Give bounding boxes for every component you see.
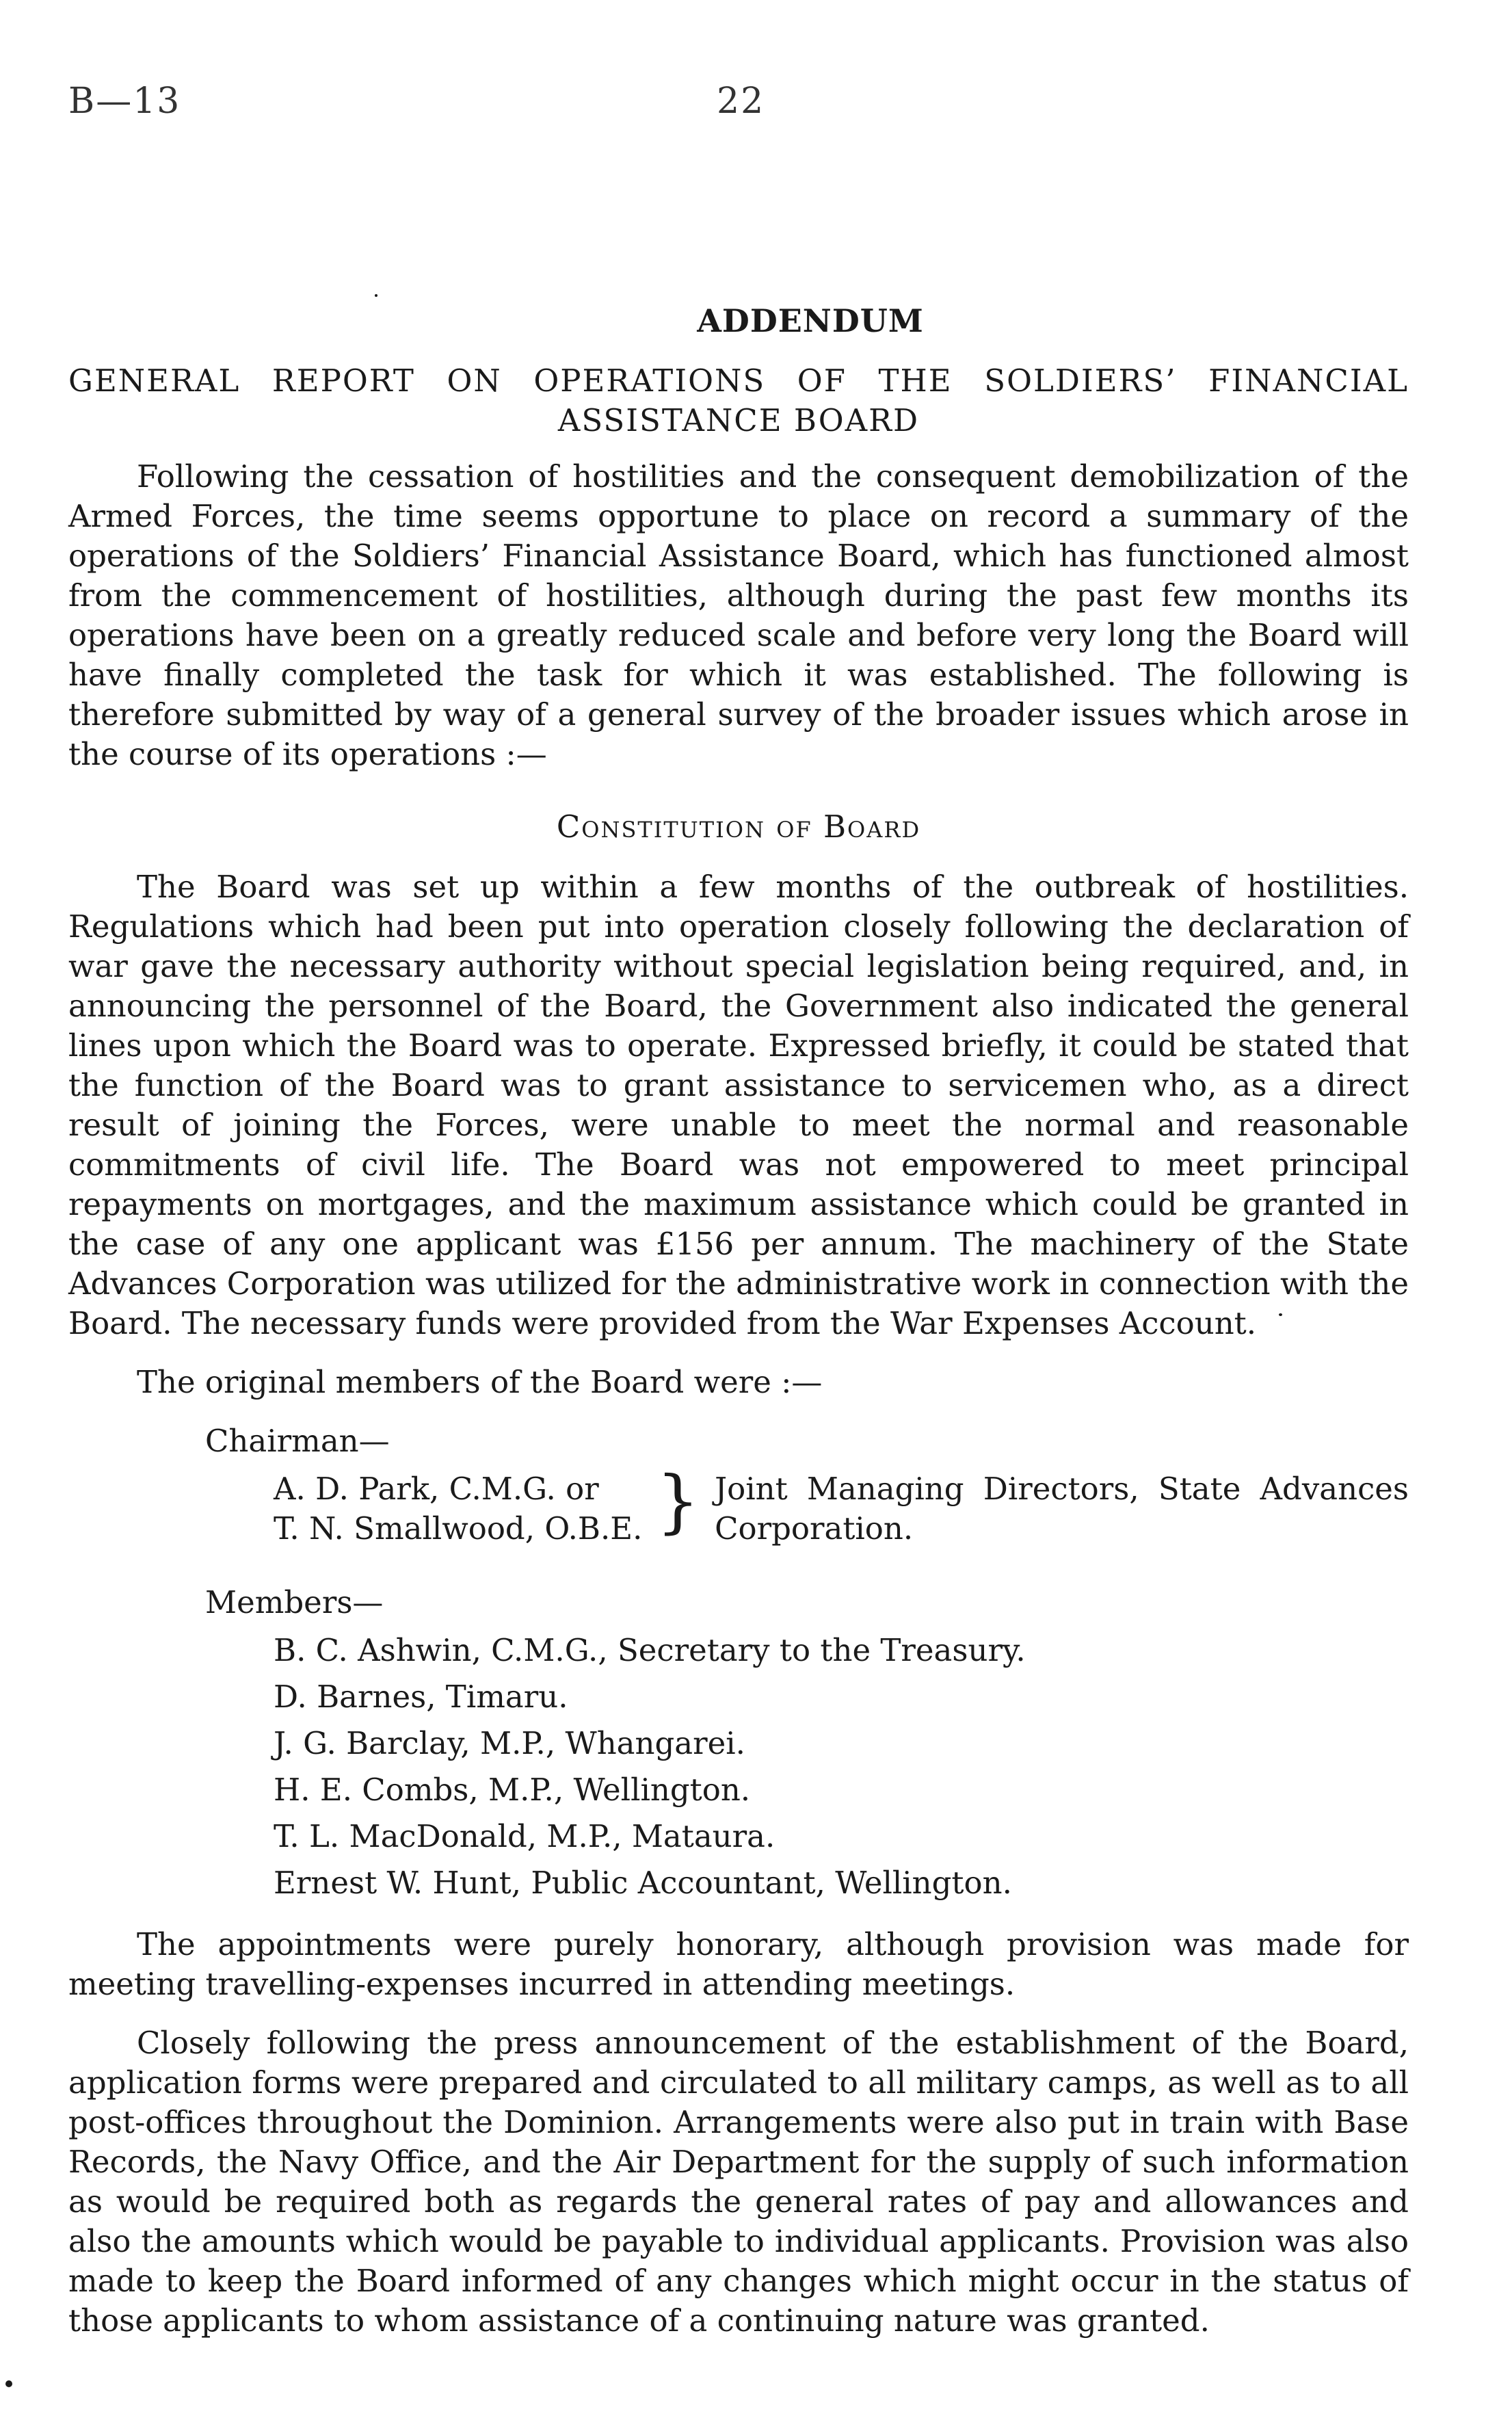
chairman-description-line-1: Joint Managing Directors, State Advances bbox=[715, 1471, 1409, 1507]
report-subtitle bbox=[68, 361, 1409, 441]
chairman-names bbox=[274, 1469, 642, 1549]
list-item: Ernest W. Hunt, Public Accountant, Wellington. bbox=[274, 1865, 1012, 1901]
chairman-description-line-2: Corporation. bbox=[715, 1510, 914, 1547]
report-subtitle-line-1: GENERAL REPORT ON OPERATIONS OF THE SOLDIERS’ FINANCIAL bbox=[68, 363, 1409, 399]
chairman-block bbox=[274, 1461, 1409, 1549]
page-number: 22 bbox=[717, 81, 765, 122]
list-item: J. G. Barclay, M.P., Whangarei. bbox=[274, 1725, 745, 1761]
chairman-name: A. D. Park, C.M.G. or bbox=[274, 1471, 599, 1507]
scan-speck bbox=[375, 294, 377, 297]
report-subtitle-line-2: ASSISTANCE BOARD bbox=[557, 402, 920, 438]
page-body bbox=[68, 301, 1409, 2360]
section-heading: Constitution of Board bbox=[556, 809, 921, 845]
members-intro: The original members of the Board were :— bbox=[137, 1364, 823, 1400]
chairman-label: Chairman— bbox=[205, 1423, 390, 1459]
constitution-paragraph: The Board was set up within a few months of the outbreak of hostilities. Regulations which had been put into operation closely following the declaration of war gave the necessary authority without special legislation being required, and, in announcing the personnel of the Board, the Government also indicated the general lines upon which the Board was to operate. Expressed briefly, it could be stated that the function of the Board was to grant assistance to servicemen who, as a direct result of joining the Forces, were unable to meet the normal and reasonable commitments of civil life. The Board was not empowered to meet principal repayments on mortgages, and the maximum assistance which could be granted in the case of any one applicant was £156 per annum. The machinery of the State Advances Corporation was utilized for the administrative work in connection with the Board. The necessary funds were provided from the War Expenses Account. bbox=[68, 869, 1409, 1341]
chairman-description bbox=[715, 1469, 1409, 1549]
scan-speck bbox=[5, 2380, 12, 2387]
application-forms-paragraph: Closely following the press announcement of the establishment of the Board, application forms were prepared and circulated to all military camps, as well as to all post-offices throughout the Dominion. Arrangements were also put in train with Base Records, the Navy Office, and the Air Department for the supply of such information as would be required both as regards the general rates of pay and allowances and also the amounts which would be payable to individual applicants. Provision was also made to keep the Board informed of any changes which might occur in the status of those applicants to whom assistance of a continuing nature was granted. bbox=[68, 2025, 1409, 2339]
appointments-paragraph: The appointments were purely honorary, although provision was made for meeting travelling-expenses incurred in attending meetings. bbox=[68, 1926, 1409, 2002]
brace-glyph: } bbox=[656, 1461, 700, 1541]
list-item: D. Barnes, Timaru. bbox=[274, 1679, 568, 1715]
members-list bbox=[274, 1631, 1409, 1903]
document-reference: B—13 bbox=[68, 81, 181, 122]
addendum-title: ADDENDUM bbox=[697, 302, 924, 339]
list-item: H. E. Combs, M.P., Wellington. bbox=[274, 1772, 751, 1808]
chairman-name: T. N. Smallwood, O.B.E. bbox=[274, 1510, 643, 1547]
list-item: B. C. Ashwin, C.M.G., Secretary to the Treasury. bbox=[274, 1632, 1026, 1668]
intro-paragraph: Following the cessation of hostilities and the consequent demobilization of the Armed Forces, the time seems opportune to place on record a summary of the operations of the Soldiers’ Financial Assistance Board, which has functioned almost from the commencement of hostilities, although during the past few months its operations have been on a greatly reduced scale and before very long the Board will have finally completed the task for which it was established. The following is therefore submitted by way of a general survey of the broader issues which arose in the course of its operations :— bbox=[68, 458, 1409, 772]
list-item: T. L. MacDonald, M.P., Mataura. bbox=[274, 1818, 775, 1854]
members-label: Members— bbox=[205, 1584, 384, 1620]
scan-speck bbox=[1279, 1313, 1282, 1316]
